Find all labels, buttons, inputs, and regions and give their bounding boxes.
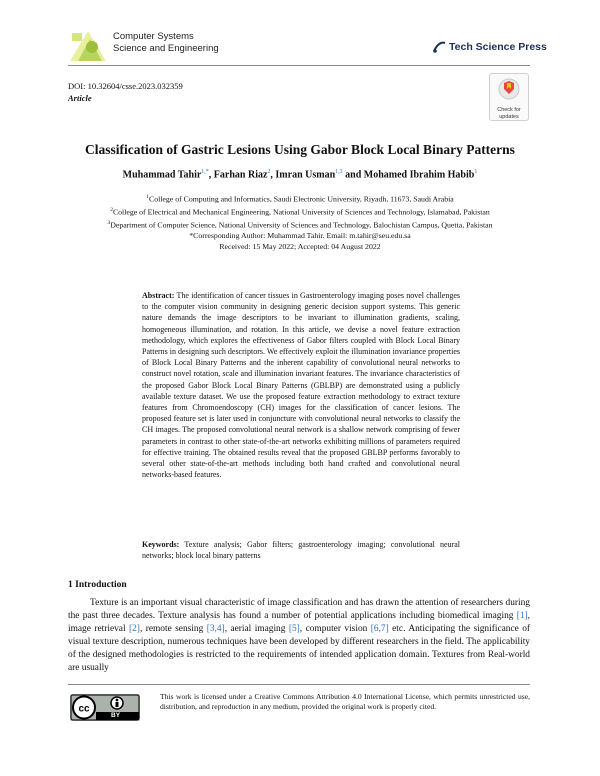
affiliation-line: [0, 218, 600, 231]
journal-name: [113, 31, 219, 55]
received-accepted-dates: Received: 15 May 2022; Accepted: 04 August 2022: [219, 241, 381, 251]
author-list: [0, 169, 600, 180]
corresponding-author: *Corresponding Author: Muhammad Tahir. Email: m.tahir@seu.edu.sa: [189, 231, 411, 241]
author-separator: and: [342, 169, 364, 181]
affiliation-marker: 2: [110, 207, 113, 214]
publisher-swoosh-icon: [432, 40, 446, 54]
paper-title: Classification of Gastric Lesions Using Gabor Block Local Binary Patterns: [85, 142, 515, 157]
journal-name-line2: Science and Engineering: [113, 43, 219, 54]
check-updates-icon: [497, 77, 521, 101]
citation-link[interactable]: [3,4]: [206, 624, 225, 634]
article-type: Article: [68, 93, 92, 103]
author-name: Farhan Riaz: [213, 169, 268, 181]
citation-link[interactable]: [2]: [129, 624, 140, 634]
journal-name-line1: Computer Systems: [113, 31, 194, 42]
cc-by-label: BY: [111, 712, 121, 719]
header-divider: [68, 65, 530, 66]
intro-text: Texture is an important visual characteristic of image classification and has drawn the attention of researchers during the past three decades. Texture analysis has found a number of potential applications including biomedical imaging: [68, 598, 530, 621]
keywords-text: Texture analysis; Gabor filters; gastroenterology imaging; convolutional neural networks; block local binary patterns: [142, 540, 461, 561]
check-updates-line2: updates: [499, 114, 519, 120]
abstract-label: Abstract:: [142, 291, 175, 300]
intro-text: , aerial imaging: [224, 624, 289, 634]
keywords-label: Keywords:: [142, 540, 180, 549]
author-separator: ,: [208, 169, 214, 181]
affiliation-text: Department of Computer Science, National University of Sciences and Technology, Balochistan Campus, Quetta, Pakistan: [110, 220, 493, 230]
affiliation-marker: 1: [146, 194, 149, 200]
author-name: Muhammad Tahir: [122, 169, 202, 181]
affiliation-line: [0, 205, 600, 218]
introduction-paragraph: [68, 597, 530, 675]
author-affiliation-marker[interactable]: 1,3: [335, 169, 343, 175]
abstract-text: The identification of cancer tissues in Gastroenterology imaging poses novel challenges to the computer vision community in designing generic decision support systems. This generic nature demands the image descriptors to be invariant to illumination gradients, scaling, homogeneous illumination, and rotation. In this article, we devise a novel feature extraction methodology, which explores the effectiveness of Gabor filters coupled with Block Local Binary Patterns in designing such descriptors. We effectively exploit the illumination invariance properties of Block Local Binary Patterns and the inherent capability of convolutional neural networks to construct novel rotation, scale and illumination invariant features. The invariance characteristics of the proposed Gabor Block Local Binary Patterns (GBLBP) are demonstrated using a publicly available texture dataset. We use the proposed feature extraction methodology to extract texture features from Chromoendoscopy (CH) images for the classification of cancer lesions. The proposed feature set is later used in conjuncture with convolutional neural networks to classify the CH images. The proposed convolutional neural network is a shallow network comprising of fewer parameters in contrast to other state-of-the-art networks exhibiting millions of parameters required for effective training. The obtained results reveal that the proposed GBLBP performs favorably to several other state-of-the-art methods including both hand crafted and convolutional neural networks-based features.: [142, 291, 461, 480]
citation-link[interactable]: [5]: [288, 624, 300, 634]
citation-link[interactable]: [6,7]: [370, 624, 389, 634]
intro-text: etc. Anticipating the significance of visual texture description, numerous techniques have been developed by different researchers in the field. The applicability of the designed methodologies is restricted to the requirements of intended application domain. Textures from Real-world are usually: [68, 624, 531, 673]
affiliation-line: [0, 192, 600, 205]
citation-link[interactable]: [1]: [516, 611, 528, 621]
affiliations: [0, 192, 600, 252]
footer-divider: [68, 684, 530, 685]
author-affiliation-marker[interactable]: 2: [267, 169, 271, 175]
publisher-name: Tech Science Press: [449, 41, 547, 53]
author-affiliation-marker[interactable]: 1: [474, 169, 478, 175]
doi[interactable]: DOI: 10.32604/csse.2023.032359: [68, 81, 183, 91]
check-for-updates-badge[interactable]: [489, 73, 529, 121]
affiliation-text: College of Electrical and Mechanical Engineering, National University of Sciences and Technology, Islamabad, Pakistan: [112, 207, 490, 217]
section-heading-introduction: 1 Introduction: [68, 580, 127, 590]
svg-text:cc: cc: [78, 703, 90, 715]
affiliation-marker: 3: [107, 220, 111, 227]
author-separator: ,: [270, 169, 276, 181]
author-affiliation-marker[interactable]: 1,*: [201, 169, 209, 175]
cc-by-badge[interactable]: [70, 694, 140, 721]
keywords: [142, 539, 460, 561]
publisher-logo: [432, 39, 547, 55]
intro-text: , computer vision: [299, 624, 371, 634]
license-text: This work is licensed under a Creative Commons Attribution 4.0 International License, which permits unrestricted use, distribution, and reproduction in any medium, provided the original work is properly cited.: [160, 692, 530, 712]
affiliation-text: College of Computing and Informatics, Saudi Electronic University, Riyadh, 11673, Saudi Arabia: [149, 194, 454, 204]
author-name: Mohamed Ibrahim Habib: [363, 169, 475, 181]
intro-text: , image retrieval: [68, 611, 530, 634]
author-name: Imran Usman: [275, 169, 336, 181]
journal-logo: [68, 27, 108, 63]
check-updates-line1: Check for: [497, 107, 521, 113]
abstract: [142, 290, 460, 480]
intro-text: , remote sensing: [139, 624, 207, 634]
